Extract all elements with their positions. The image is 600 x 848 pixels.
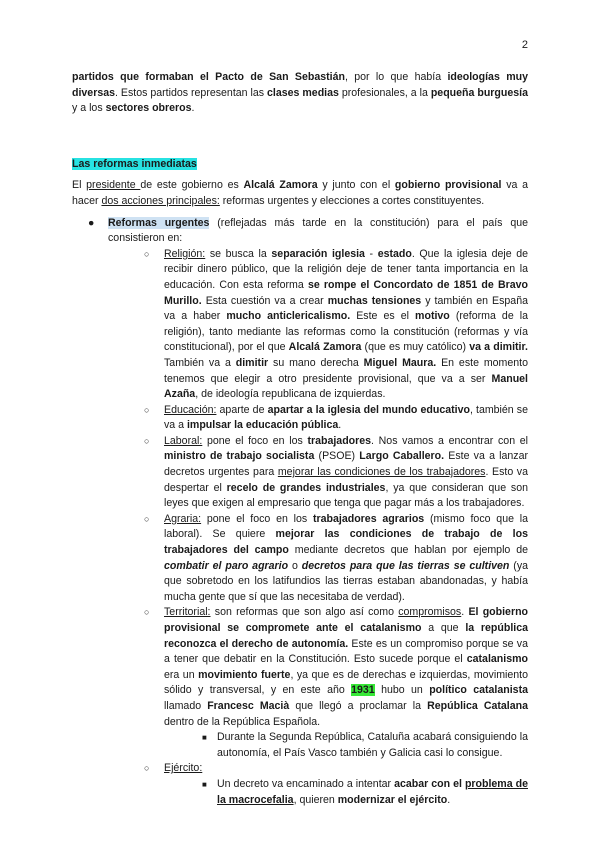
text-run: trabajadores xyxy=(307,434,372,447)
reform-item-territorial xyxy=(108,605,528,730)
text-run: mucho anticlericalismo. xyxy=(226,310,351,323)
text-run: Este es un compromiso porque se va a tener que debatir en la Constitución. Esto sucede porque el xyxy=(164,637,528,666)
reform-subitem-text xyxy=(217,777,528,808)
text-run: combatir el paro agrario xyxy=(164,559,289,572)
text-run: 1931 xyxy=(351,684,375,697)
text-run: y junto con el xyxy=(317,179,395,192)
text-run: llamado xyxy=(164,699,208,712)
reformas-urgentes-lead xyxy=(108,216,528,247)
reform-item-religion xyxy=(108,247,528,403)
text-run: se rompe el Concordato de 1851 de Bravo Murillo. xyxy=(164,278,528,307)
text-run: , ya que consideran que son leyes que exigen al empresario que tenga que pagar más a los trabajadores. xyxy=(164,481,529,510)
text-run: acabar con el xyxy=(394,777,465,790)
text-run: , de ideología republicana de izquierdas. xyxy=(195,388,386,401)
text-run: Durante la Segunda República, Cataluña acabará consiguiendo la autonomía, el País Vasco también y Galicia casi lo consigue. xyxy=(217,731,528,759)
text-run: Territorial: xyxy=(164,606,211,619)
text-run: ideologías muy diversas xyxy=(72,71,528,99)
text-run: pone el foco en los xyxy=(202,434,308,447)
text-run: era un xyxy=(164,668,199,681)
text-run: (mismo foco que la laboral). Se quiere xyxy=(164,512,529,541)
reform-subitem xyxy=(108,730,528,761)
text-run: Alcalá Zamora xyxy=(243,179,318,192)
text-run: Largo Caballero. xyxy=(359,450,445,463)
reform-item-agraria xyxy=(108,512,528,606)
circle-bullet-icon: ○ xyxy=(144,248,150,259)
text-run: Ejército: xyxy=(164,762,203,775)
text-run: la república reconozca el derecho de autonomía. xyxy=(164,622,528,650)
text-run: , también se va a xyxy=(164,403,528,432)
text-run: sectores obreros xyxy=(105,102,192,115)
text-run: ministro de trabajo socialista xyxy=(164,450,315,463)
reform-subitem xyxy=(108,777,528,808)
text-run: gobierno provisional xyxy=(394,179,502,192)
text-run: (ya que sobretodo en los latifundios las tierras estaban abandonadas, y había mucha gente que sí que las necesitaba de verdad). xyxy=(164,559,529,603)
text-run: mejorar las condiciones de trabajo de los trabajadores del campo xyxy=(164,528,528,557)
text-run: político catalanista xyxy=(429,684,528,697)
text-run: En este momento tenemos que elegir a otro presidente provisional, que va a ser xyxy=(164,356,528,385)
text-run: va a hacer xyxy=(72,179,528,207)
text-run: (reflejadas más tarde en la constitución) para el país que consistieron en: xyxy=(108,216,528,245)
text-run: va a dimitir. xyxy=(469,341,528,354)
text-run: catalanismo xyxy=(466,653,528,666)
circle-bullet-icon: ○ xyxy=(144,404,150,415)
text-run: movimiento fuerte xyxy=(198,668,291,681)
reform-item-educacion xyxy=(108,403,528,434)
circle-bullet-icon: ○ xyxy=(144,513,150,524)
text-run: (que es muy católico) xyxy=(361,341,470,354)
reformas-urgentes-item xyxy=(72,216,528,809)
circle-bullet-icon: ○ xyxy=(144,435,150,446)
text-run: . xyxy=(447,793,451,806)
text-run: compromisos xyxy=(398,606,462,619)
intro-paragraph xyxy=(72,70,528,117)
text-run: República Catalana xyxy=(427,699,529,712)
text-run: . Que la iglesia deje de recibir dinero público, que la religión deje de tener tanta importancia en la educación. Con esta reforma xyxy=(164,247,528,291)
text-run: son reformas que son algo así como xyxy=(210,606,399,619)
text-run: profesionales, a la xyxy=(338,86,431,99)
text-run: se busca la xyxy=(205,247,272,260)
text-run: Educación: xyxy=(164,403,217,416)
square-bullet-icon: ■ xyxy=(202,733,207,743)
reform-subitem-text xyxy=(217,730,528,761)
text-run: Alcalá Zamora xyxy=(288,341,362,354)
reform-text xyxy=(164,605,528,730)
text-run: y a los xyxy=(72,102,106,115)
text-run: modernizar el ejército xyxy=(337,793,448,806)
text-run: Un decreto va encaminado a intentar xyxy=(217,777,395,790)
text-run: hubo un xyxy=(374,684,430,697)
text-run: decretos para que las tierras se cultiven xyxy=(301,559,510,572)
section-heading: Las reformas inmediatas xyxy=(72,157,197,170)
text-run: o xyxy=(288,559,302,572)
text-run: motivo xyxy=(415,310,450,323)
text-run: pone el foco en los xyxy=(201,512,313,525)
reform-item-laboral xyxy=(108,434,528,512)
section-heading-line xyxy=(72,157,528,173)
text-run: recelo de grandes industriales xyxy=(226,481,386,494)
text-run: dos acciones principales: xyxy=(101,194,220,207)
circle-bullet-icon: ○ xyxy=(144,607,150,618)
reform-text xyxy=(164,247,528,403)
text-run: mejorar las condiciones de los trabajadores xyxy=(277,466,486,479)
text-run: , por lo que había xyxy=(344,71,448,83)
text-run: Manuel Azaña xyxy=(164,372,528,401)
text-run: . xyxy=(191,102,195,115)
reform-text xyxy=(164,434,528,512)
reform-item-ejercito xyxy=(108,761,528,777)
text-run: y también en España va a haber xyxy=(164,294,528,323)
text-run: a que xyxy=(421,622,466,634)
reform-text xyxy=(164,761,528,777)
text-run: clases medias xyxy=(267,86,339,99)
text-run: . Esto va despertar el xyxy=(164,466,528,494)
text-run: dimitir xyxy=(235,356,269,369)
reformas-list xyxy=(72,216,528,809)
text-run: El xyxy=(72,179,87,192)
text-run: . xyxy=(338,419,342,432)
text-run: Agraria: xyxy=(164,512,202,525)
bullet-icon: ● xyxy=(88,216,95,229)
text-run: También va a xyxy=(164,356,236,369)
text-run: Esta cuestión va a crear xyxy=(201,294,328,307)
text-run: Religión: xyxy=(164,247,206,260)
text-run: El gobierno provisional se compromete ante el catalanismo xyxy=(164,606,529,634)
text-run: presidente xyxy=(86,179,141,192)
square-bullet-icon: ■ xyxy=(202,779,207,789)
presidente-paragraph xyxy=(72,178,528,209)
text-run: problema de la macrocefalia xyxy=(217,777,528,806)
text-run: partidos que formaban el Pacto de San Sebastián xyxy=(72,71,345,83)
text-run: , quieren xyxy=(293,793,338,806)
text-run: que llegó a proclamar la xyxy=(289,699,428,712)
text-run: apartar a la iglesia del mundo educativo xyxy=(267,403,470,416)
text-run: separación iglesia xyxy=(271,247,365,260)
reform-sublist xyxy=(108,247,528,808)
text-run: reformas urgentes y elecciones a cortes constituyentes. xyxy=(219,194,485,207)
text-run: Reformas urgentes xyxy=(108,216,210,229)
reform-text xyxy=(164,512,528,606)
text-run: aparte de xyxy=(216,403,268,416)
text-run: (reforma de la religión), tanto mediante las reformas como la constitución (reformas y vía constitucional), por el que xyxy=(164,310,529,354)
text-run: Miguel Maura. xyxy=(363,356,437,369)
text-run: . Estos partidos representan las xyxy=(115,86,268,99)
text-run: Este va a lanzar decretos urgentes para xyxy=(164,450,529,479)
text-run: Laboral: xyxy=(164,434,203,447)
text-run: mediante decretos que hablan por ejemplo de xyxy=(288,544,528,557)
text-run: estado xyxy=(377,247,412,260)
text-run: , ya que es de derechas e izquierdas, movimiento sólido y transversal, y en este año xyxy=(164,668,528,697)
text-run: (PSOE) xyxy=(314,450,360,463)
text-run: muchas tensiones xyxy=(327,294,422,307)
document-body xyxy=(72,70,528,808)
text-run: Francesc Macià xyxy=(207,699,290,712)
text-run: dentro de la República Española. xyxy=(164,715,321,728)
text-run: de este gobierno es xyxy=(140,179,244,192)
text-run: impulsar la educación pública xyxy=(186,419,339,432)
circle-bullet-icon: ○ xyxy=(144,763,150,774)
text-run: pequeña burguesía xyxy=(430,86,528,99)
reform-text xyxy=(164,403,528,434)
text-run: . xyxy=(461,606,469,619)
text-run: Este es el xyxy=(350,310,416,323)
text-run: trabajadores agrarios xyxy=(313,512,425,525)
text-run: . Nos vamos a encontrar con el xyxy=(371,434,528,447)
page-number: 2 xyxy=(521,39,528,51)
text-run: - xyxy=(364,247,378,260)
text-run: su mano derecha xyxy=(268,356,364,369)
